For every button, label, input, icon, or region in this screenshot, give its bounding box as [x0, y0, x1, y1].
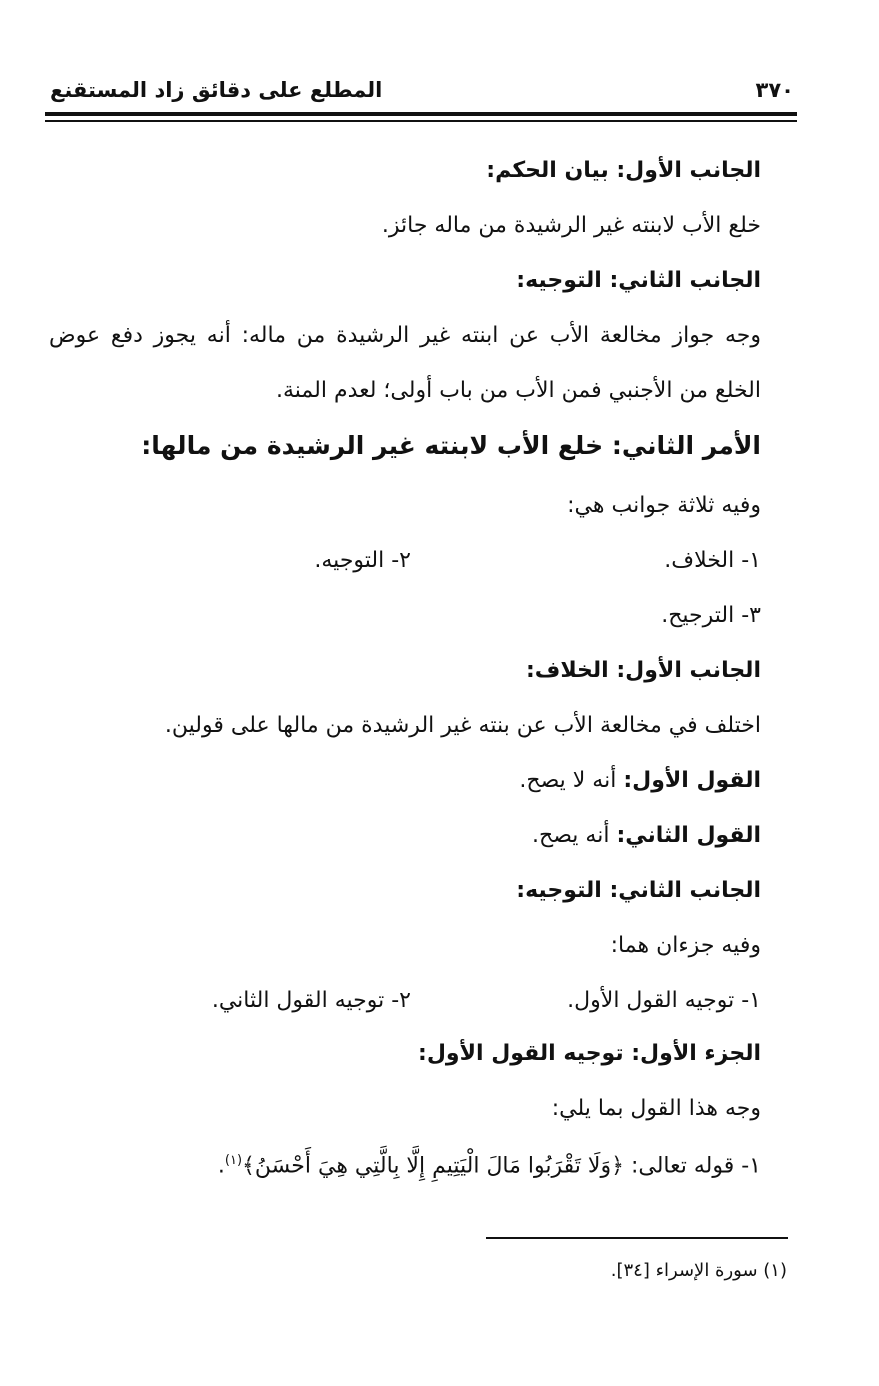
opinion-line	[532, 820, 761, 852]
main-heading: الأمر الثاني: خلع الأب لابنته غير الرشيدة من مالها:	[141, 431, 761, 460]
opinion-line	[519, 765, 761, 797]
section-heading: الجانب الثاني: التوجيه:	[516, 878, 761, 903]
header-rule-thin	[45, 120, 797, 122]
list-item: ٢- التوجيه.	[314, 548, 411, 573]
opinion-text: أنه يصح.	[532, 823, 617, 848]
paragraph-line: وجه جواز مخالعة الأب عن ابنته غير الرشيدة من ماله: أنه يجوز دفع عوض	[49, 323, 761, 348]
page-number: ٣٧٠	[755, 78, 794, 102]
list-item: ٢- توجيه القول الثاني.	[211, 988, 411, 1013]
verse-intro: ١- قوله تعالى:	[623, 1153, 761, 1179]
paragraph-line: وفيه ثلاثة جوانب هي:	[567, 493, 761, 518]
list-item: ٣- الترجيح.	[661, 603, 761, 628]
verse-line	[218, 1145, 761, 1182]
opinion-label: القول الأول:	[623, 768, 761, 793]
book-title: المطلع على دقائق زاد المستقنع	[50, 78, 383, 102]
paragraph-line: وفيه جزءان هما:	[610, 933, 761, 958]
quran-verse: ﴿وَلَا تَقْرَبُوا مَالَ الْيَتِيمِ إِلَّا بِالَّتِي هِيَ أَحْسَنُ﴾	[242, 1153, 624, 1179]
paragraph-line: الخلع من الأجنبي فمن الأب من باب أولى؛ لعدم المنة.	[276, 378, 761, 403]
list-item: ١- الخلاف.	[664, 548, 761, 573]
opinion-label: القول الثاني:	[616, 823, 761, 848]
footnote-separator	[486, 1237, 788, 1239]
running-header	[40, 78, 800, 108]
footnote-marker: (١)	[224, 1153, 243, 1168]
section-heading: الجزء الأول: توجيه القول الأول:	[418, 1041, 761, 1066]
paragraph-line: اختلف في مخالعة الأب عن بنته غير الرشيدة من مالها على قولين.	[164, 713, 761, 738]
section-heading: الجانب الأول: الخلاف:	[526, 658, 761, 683]
paragraph-line: خلع الأب لابنته غير الرشيدة من ماله جائز.	[381, 213, 761, 238]
footnote: (١) سورة الإسراء [٣٤].	[610, 1260, 787, 1281]
section-heading: الجانب الثاني: التوجيه:	[516, 268, 761, 293]
list-item: ١- توجيه القول الأول.	[567, 988, 761, 1013]
header-rule-thick	[45, 112, 797, 116]
opinion-text: أنه لا يصح.	[519, 768, 624, 793]
section-heading: الجانب الأول: بيان الحكم:	[486, 158, 761, 183]
paragraph-line: وجه هذا القول بما يلي:	[551, 1096, 761, 1121]
verse-end: .	[217, 1153, 225, 1179]
